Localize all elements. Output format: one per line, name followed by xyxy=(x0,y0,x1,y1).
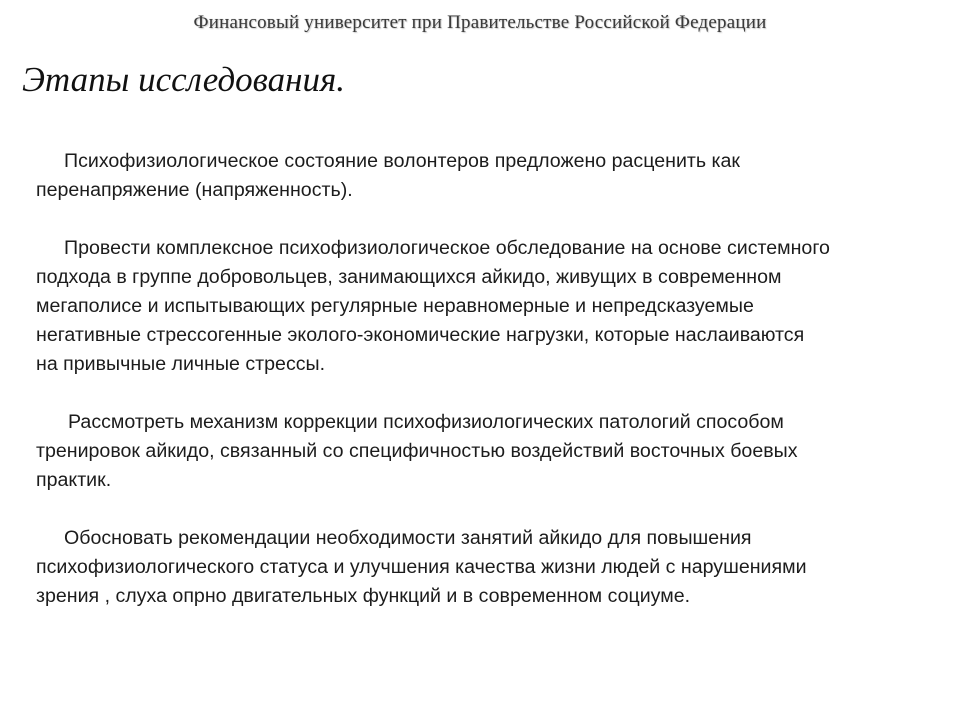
paragraph-4: Обосновать рекомендации необходимости занятий айкидо для повышения психофизиологического статуса и улучшения качества жизни людей с нарушениями зрения , слуха опрно двигательных функций и в современном социуме. xyxy=(36,527,807,607)
slide-title: Этапы исследования. xyxy=(22,60,345,99)
paragraph-1: Психофизиологическое состояние волонтеров предложено расценить как перенапряжение (напряженность). xyxy=(36,150,740,201)
paragraph-2: Провести комплексное психофизиологическое обследование на основе системного подхода в группе добровольцев, занимающихся айкидо, живущих в современном мегаполисе и испытывающих регулярные неравномерные и непредсказуемые негативные стрессогенные эколого-экономические нагрузки, которые наслаиваются на привычные личные стрессы. xyxy=(36,237,830,375)
organization-header: Финансовый университет при Правительстве Российской Федерации xyxy=(193,12,767,33)
paragraph-3: Рассмотреть механизм коррекции психофизиологических патологий способом тренировок айкидо, связанный со специфичностью воздействий восточных боевых практик. xyxy=(36,411,798,491)
slide-body xyxy=(36,147,936,611)
